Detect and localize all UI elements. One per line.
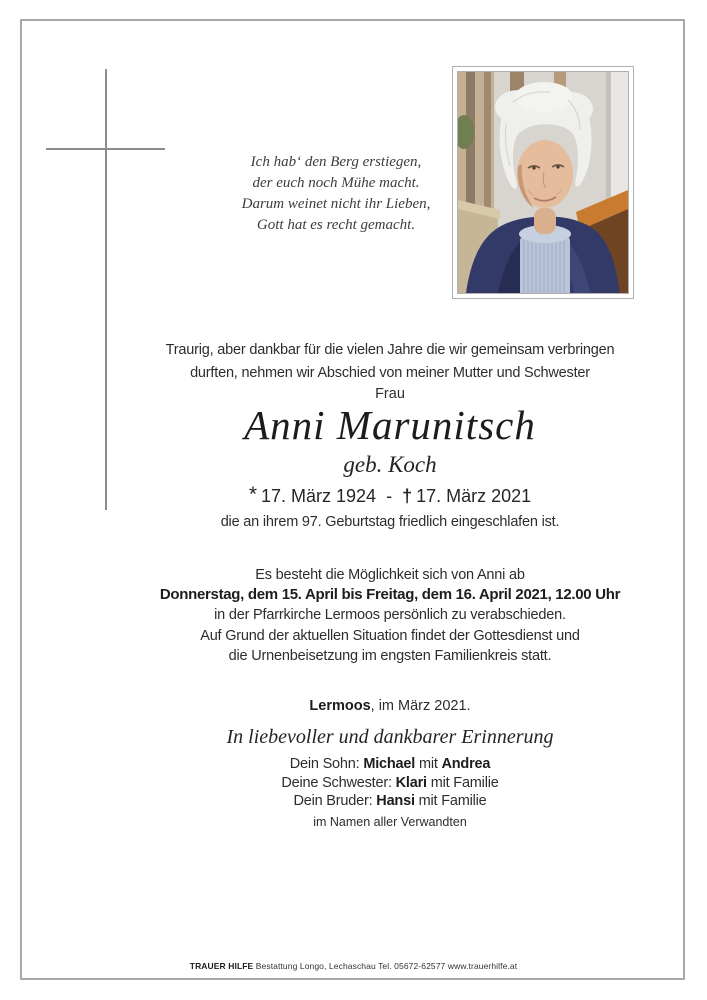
place-date-rest: , im März 2021.: [370, 698, 471, 714]
intro-line: durften, nehmen wir Abschied von meiner Mutter und Schwester: [190, 364, 590, 381]
life-dates: [73, 483, 707, 507]
death-dagger-symbol: †: [402, 486, 413, 506]
intro-paragraph: [73, 339, 707, 384]
family-connector: mit: [426, 774, 454, 791]
deceased-name: Anni Marunitsch: [244, 402, 536, 448]
place-name: Lermoos: [309, 698, 371, 714]
remembrance-line: In liebevoller und dankbarer Erinnerung: [226, 726, 554, 748]
family-relation: Deine Schwester:: [281, 774, 396, 791]
funeral-home-details: Bestattung Longo, Lechaschau Tel. 05672-62577 www.trauerhilfe.at: [253, 961, 518, 971]
family-suffix: Familie: [441, 793, 487, 809]
family-list: [73, 755, 707, 831]
death-date: 17. März 2021: [416, 486, 532, 506]
viewing-information: [73, 565, 707, 625]
service-note-line: die Urnenbeisetzung im engsten Familienkreis statt.: [228, 648, 552, 664]
family-connector: mit: [414, 793, 442, 809]
family-suffix: Familie: [453, 774, 499, 791]
family-member-name: Klari: [395, 774, 427, 791]
date-separator: -: [386, 486, 393, 506]
family-relation: Dein Sohn:: [289, 756, 364, 772]
birth-star-symbol: *: [248, 483, 257, 506]
family-member-name: Andrea: [441, 756, 491, 772]
family-relation: Dein Bruder:: [293, 793, 377, 809]
memorial-poem: [196, 152, 476, 236]
family-member-name: Hansi: [376, 793, 415, 809]
family-row: [73, 792, 707, 811]
family-note: im Namen aller Verwandten: [313, 814, 467, 829]
maiden-name: geb. Koch: [343, 452, 437, 477]
portrait-photo-frame: [452, 66, 634, 299]
viewing-date-line: Donnerstag, dem 15. April bis Freitag, dem 16. April 2021, 12.00 Uhr: [159, 586, 621, 603]
funeral-home-footer: [0, 961, 707, 971]
portrait-illustration: [458, 72, 628, 293]
poem-line: Ich hab‘ den Berg erstiegen,: [250, 154, 422, 170]
family-row: [73, 774, 707, 793]
intro-line: Traurig, aber dankbar für die vielen Jahre die wir gemeinsam verbringen: [165, 342, 615, 358]
portrait-photo: [457, 71, 629, 294]
birth-date: 17. März 1924: [261, 486, 377, 506]
family-member-name: Michael: [363, 756, 416, 772]
place-date-line: [73, 698, 707, 714]
viewing-line: in der Pfarrkirche Lermoos persönlich zu verabschieden.: [214, 607, 566, 623]
salutation: Frau: [375, 386, 405, 402]
family-connector: mit: [415, 756, 442, 772]
funeral-home-brand: TRAUER HILFE: [189, 961, 254, 971]
family-row: [73, 755, 707, 774]
viewing-line: Es besteht die Möglichkeit sich von Anni ab: [255, 567, 525, 583]
service-note-line: Auf Grund der aktuellen Situation findet der Gottesdienst und: [200, 628, 580, 644]
poem-line: Darum weinet nicht ihr Lieben,: [241, 196, 431, 212]
poem-line: der euch noch Mühe macht.: [252, 175, 420, 191]
death-note: die an ihrem 97. Geburtstag friedlich eingeschlafen ist.: [220, 514, 560, 530]
memorial-cross-horizontal-bar: [46, 148, 165, 150]
poem-line: Gott hat es recht gemacht.: [256, 217, 416, 233]
service-note: [73, 626, 707, 666]
